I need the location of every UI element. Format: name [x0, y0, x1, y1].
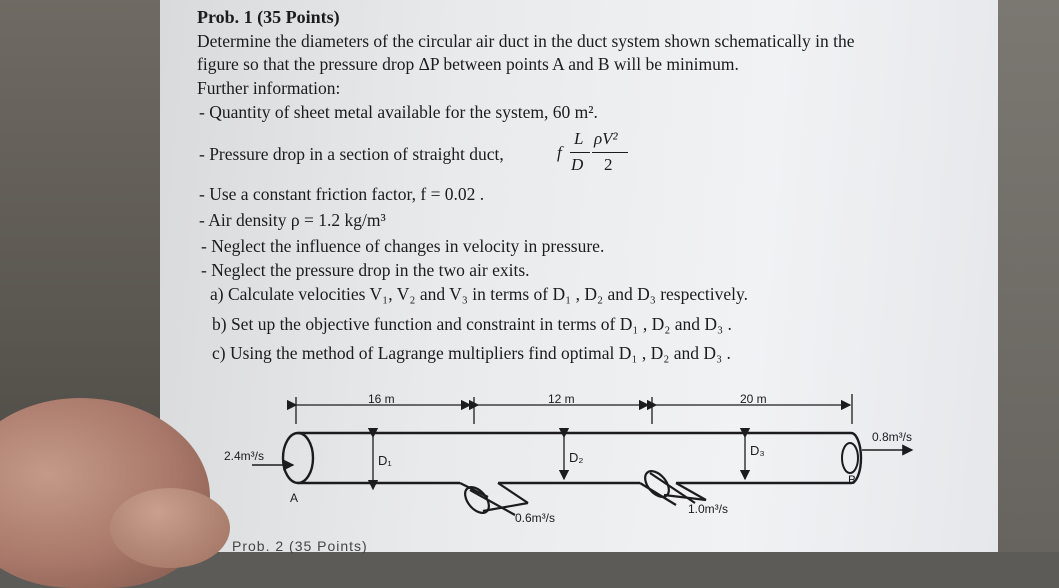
further-info-heading: Further information: — [197, 78, 341, 98]
item-friction-factor: - Use a constant friction factor, f = 0.02 . — [199, 184, 485, 204]
point-b-label: B — [848, 473, 857, 487]
item-sheet-metal: - Quantity of sheet metal available for the system, 60 m². — [199, 102, 598, 122]
point-a-label: A — [290, 491, 299, 505]
statement-line-1: Determine the diameters of the circular air duct in the duct system shown schematically in the — [197, 31, 855, 51]
seg2-length: 12 m — [548, 392, 575, 406]
branch-exit-2 — [640, 467, 706, 505]
outlet-flow-label: 0.8m³/s — [872, 430, 913, 444]
next-problem-heading: Prob. 2 (35 Points) — [232, 538, 368, 554]
formula-frac1-numerator: L — [574, 129, 584, 148]
statement-line-2: figure so that the pressure drop ΔP between points A and B will be minimum. — [197, 54, 739, 74]
exit1-flow-label: 0.6m³/s — [515, 511, 556, 525]
seg3-length: 20 m — [740, 392, 767, 406]
part-b: b) Set up the objective function and constraint in terms of D₁ , D₂ and D₃ . — [212, 314, 732, 334]
item-pressure-drop: - Pressure drop in a section of straight duct, — [199, 144, 504, 164]
formula-frac2-denominator: 2 — [604, 155, 613, 174]
inlet-opening — [283, 433, 313, 483]
item-air-density: - Air density ρ = 1.2 kg/m³ — [199, 210, 386, 230]
part-c: c) Using the method of Lagrange multipliers find optimal D₁ , D₂ and D₃ . — [212, 343, 731, 363]
item-neglect-exits: - Neglect the pressure drop in the two air exits. — [201, 260, 530, 280]
d2-label: D₂ — [569, 450, 584, 465]
formula-frac1-denominator: D — [571, 155, 584, 174]
thumb-tip — [110, 488, 230, 568]
formula-frac2-numerator: ρV² — [594, 129, 618, 148]
part-a: a) Calculate velocities V₁, V₂ and V₃ in terms of D₁ , D₂ and D₃ respectively. — [210, 284, 748, 304]
item-neglect-velocity: - Neglect the influence of changes in velocity in pressure. — [201, 236, 605, 256]
inlet-flow-label: 2.4m³/s — [224, 449, 265, 463]
formula-f: f — [557, 143, 562, 162]
exit2-flow-label: 1.0m³/s — [688, 502, 729, 516]
d3-label: D₃ — [750, 443, 765, 458]
d1-label: D₁ — [378, 453, 392, 468]
problem-title: Prob. 1 (35 Points) — [197, 7, 340, 27]
seg1-length: 16 m — [368, 392, 395, 406]
outlet-b-symbol — [842, 443, 858, 473]
